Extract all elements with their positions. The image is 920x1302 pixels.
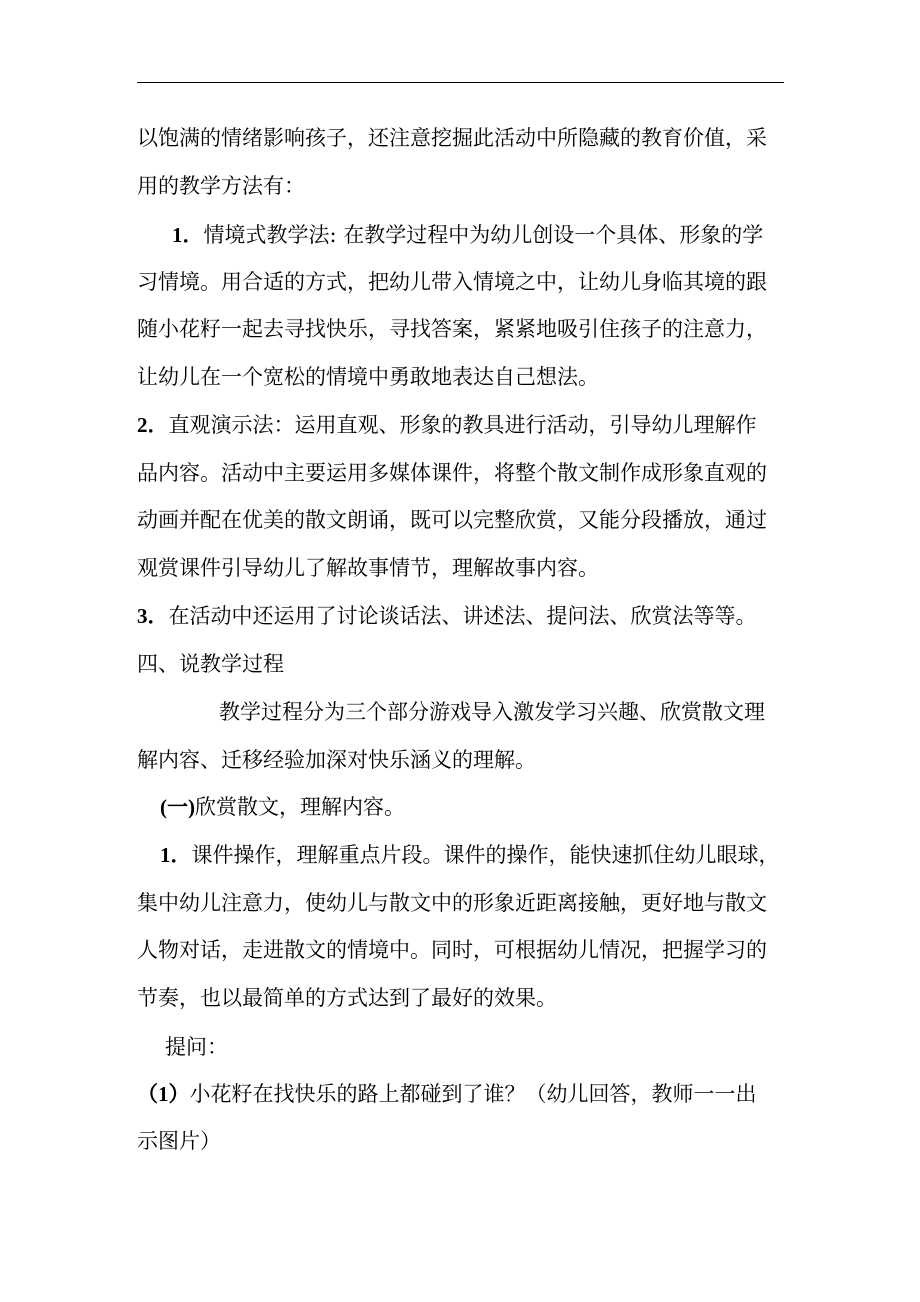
text-line: 人物对话，走进散文的情境中。同时，可根据幼儿情况，把握学习的 xyxy=(137,938,767,962)
list-item-1 xyxy=(172,220,763,250)
text-line: 让幼儿在一个宽松的情境中勇敢地表达自己想法。 xyxy=(137,365,599,389)
list-number: 3． xyxy=(137,604,169,628)
text-line: 解内容、迁移经验加深对快乐涵义的理解。 xyxy=(137,748,536,772)
text-line: 课件操作，理解重点片段。课件的操作，能快速抓住幼儿眼球， xyxy=(191,843,780,867)
text-line: 观赏课件引导幼儿了解故事情节，理解故事内容。 xyxy=(137,556,599,580)
text-line: 小花籽在找快乐的路上都碰到了谁？（幼儿回答，教师一一出 xyxy=(189,1082,757,1106)
text-line: 节奏，也以最简单的方式达到了最好的效果。 xyxy=(137,986,557,1010)
list-number: (一) xyxy=(160,795,195,819)
text-line: 示图片） xyxy=(137,1129,221,1153)
text-line: 动画并配在优美的散文朗诵，既可以完整欣赏，又能分段播放，通过 xyxy=(137,508,767,532)
text-line: 习情境。用合适的方式，把幼儿带入情境之中，让幼儿身临其境的跟 xyxy=(137,270,767,294)
header-rule xyxy=(137,82,784,83)
list-item-2 xyxy=(137,410,757,440)
text-line: 用的教学方法有： xyxy=(137,174,305,198)
text-line: 情境式教学法: 在教学过程中为幼儿创设一个具体、形象的学 xyxy=(203,223,764,247)
text-line: 欣赏散文，理解内容。 xyxy=(195,795,405,819)
text-line: 品内容。活动中主要运用多媒体课件，将整个散文制作成形象直观的 xyxy=(137,461,767,485)
text-line: 在活动中还运用了讨论谈话法、讲述法、提问法、欣赏法等等。 xyxy=(168,604,757,628)
text-line: 随小花籽一起去寻找快乐，寻找答案，紧紧地吸引住孩子的注意力， xyxy=(137,317,767,341)
list-number: 1． xyxy=(160,843,192,867)
text-line: 集中幼儿注意力，使幼儿与散文中的形象近距离接触，更好地与散文 xyxy=(137,891,767,915)
question-item-1 xyxy=(137,1079,757,1109)
list-number: 2． xyxy=(137,413,169,437)
list-number: （1） xyxy=(137,1082,190,1106)
text-line: 直观演示法：运用直观、形象的教具进行活动，引导幼儿理解作 xyxy=(168,413,757,437)
subsection-heading xyxy=(160,792,405,822)
list-number: 1． xyxy=(172,223,204,247)
list-item-course xyxy=(160,840,780,870)
text-line: 以饱满的情绪影响孩子，还注意挖掘此活动中所隐藏的教育价值，采 xyxy=(137,126,767,150)
question-label: 提问： xyxy=(165,1035,228,1059)
text-line: 教学过程分为三个部分游戏导入激发学习兴趣、欣赏散文理 xyxy=(219,700,765,724)
section-heading: 四、说教学过程 xyxy=(137,652,284,676)
list-item-3 xyxy=(137,601,757,631)
